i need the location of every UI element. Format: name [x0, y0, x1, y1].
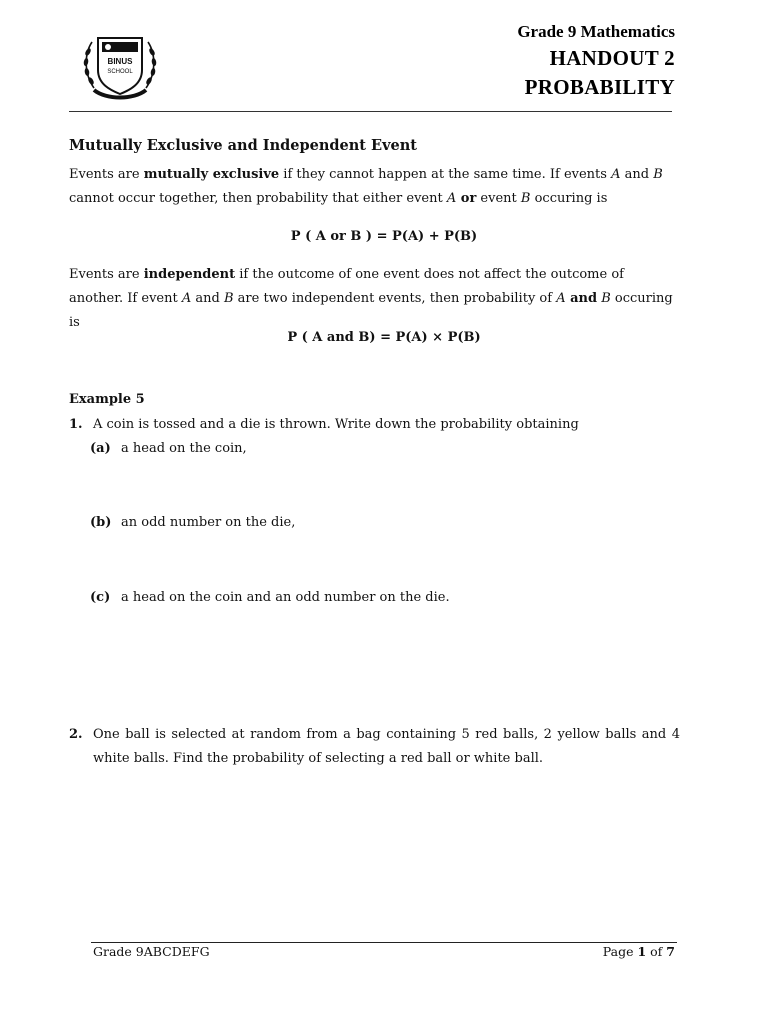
formula-and: P ( A and B) = P(A) × P(B) — [287, 330, 481, 345]
q1-part-b-text: an odd number on the die, — [121, 515, 296, 530]
example-title: Example 5 — [69, 392, 145, 407]
footer-page-number: Page 1 of 7 — [602, 944, 675, 959]
footer-class: Grade 9ABCDEFG — [93, 944, 210, 959]
independent-paragraph: Events are independent if the outcome of one event does not affect the outcome of another. If event A and B are two independent events, then probability of A and B occuring is — [69, 267, 673, 330]
section-title: Mutually Exclusive and Independent Event — [69, 137, 417, 154]
question-1-number: 1. — [69, 417, 83, 432]
header-divider — [69, 111, 672, 112]
q1-part-c-text: a head on the coin and an odd number on the die. — [121, 590, 450, 605]
school-logo — [78, 30, 162, 104]
formula-or: P ( A or B ) = P(A) + P(B) — [290, 229, 478, 244]
q1-part-a-text: a head on the coin, — [121, 441, 247, 456]
header-subject: Grade 9 Mathematics — [517, 22, 675, 41]
q1-part-c-label: (c) — [90, 590, 111, 605]
handout-number: HANDOUT 2 — [549, 46, 675, 70]
question-1-text: A coin is tossed and a die is thrown. Write down the probability obtaining — [93, 417, 579, 432]
q1-part-a-label: (a) — [90, 441, 111, 456]
handout-topic: PROBABILITY — [524, 75, 675, 99]
question-2-text: One ball is selected at random from a bag containing 5 red balls, 2 yellow balls and 4 white balls. Find the probability of selecting a red ball or white ball. — [93, 727, 680, 766]
svg-text:SCHOOL: SCHOOL — [107, 69, 133, 75]
question-2-number: 2. — [69, 727, 83, 742]
mutually-exclusive-paragraph: Events are mutually exclusive if they cannot happen at the same time. If events A and B cannot occur together, then probability that either event A or event B occuring is — [69, 167, 663, 206]
footer-divider — [91, 942, 677, 943]
svg-text:BINUS: BINUS — [107, 57, 133, 66]
q1-part-b-label: (b) — [90, 515, 112, 530]
